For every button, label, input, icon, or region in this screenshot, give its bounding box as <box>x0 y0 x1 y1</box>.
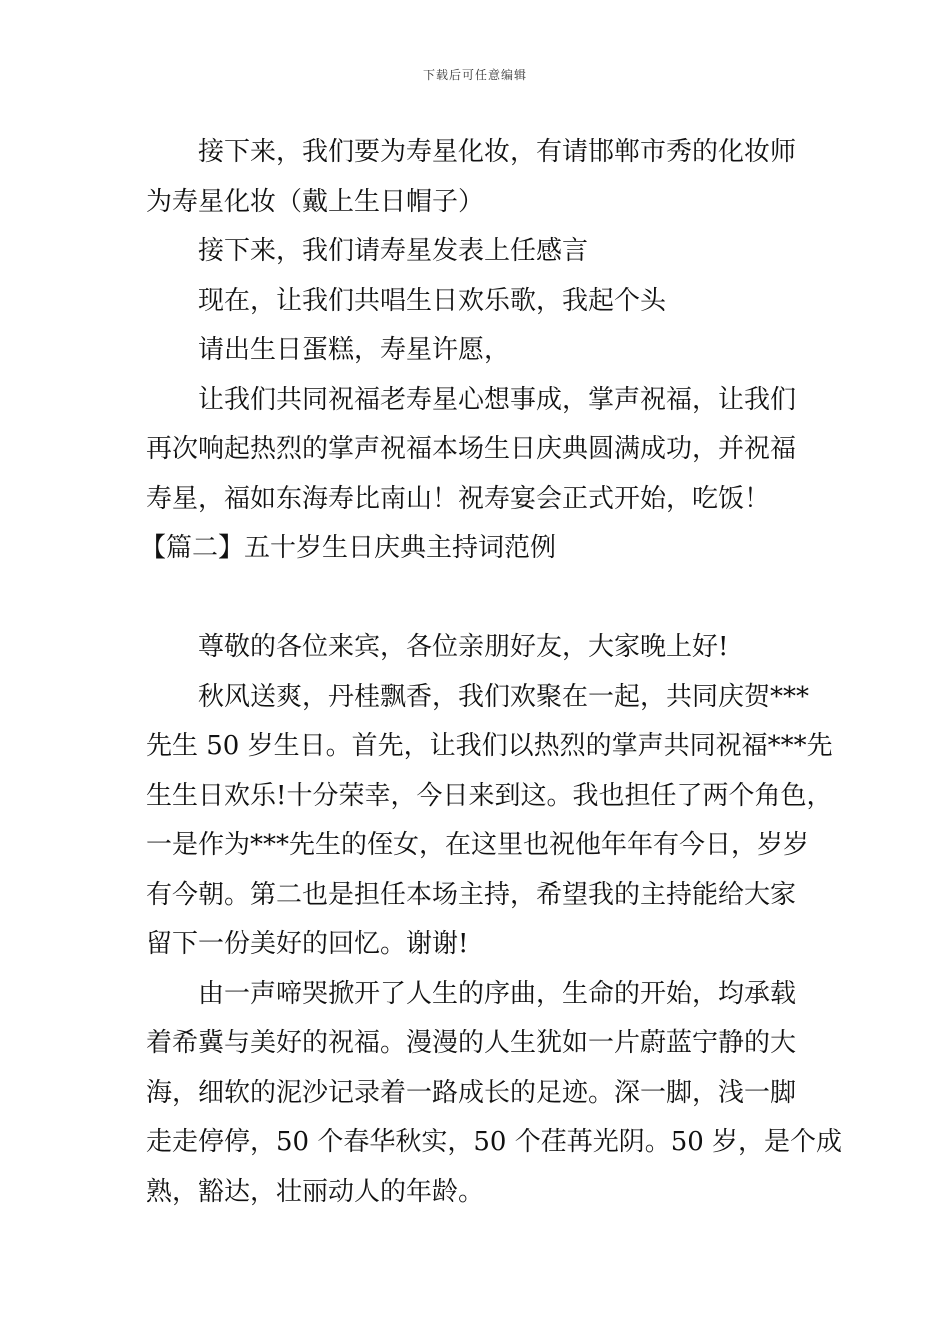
section-heading <box>140 524 816 574</box>
paragraph-line: 海，细软的泥沙记录着一路成长的足迹。深一脚，浅一脚 <box>146 1077 797 1108</box>
document-body <box>140 128 843 1217</box>
paragraph-cake <box>146 326 816 376</box>
paragraph-line: 先生 50 岁生日。首先，让我们以热烈的掌声共同祝福***先 <box>146 731 833 761</box>
paragraph-line: 秋风送爽，丹桂飘香，我们欢聚在一起，共同庆贺*** <box>198 681 810 712</box>
paragraph-life <box>146 970 843 1218</box>
page-header: 下载后可任意编辑 <box>422 68 527 82</box>
paragraph-line: 着希冀与美好的祝福。漫漫的人生犹如一片蔚蓝宁静的大 <box>146 1028 797 1058</box>
blank-line <box>146 574 816 624</box>
paragraph-blessing <box>146 376 816 525</box>
paragraph-song <box>146 277 816 327</box>
paragraph-line: 走走停停，50 个春华秋实，50 个荏苒光阴。50 岁，是个成 <box>146 1127 843 1157</box>
paragraph-makeup <box>146 128 816 227</box>
paragraph-line: 接下来，我们要为寿星化妆，有请邯郸市秀的化妆师 <box>198 137 797 167</box>
paragraph-line: 让我们共同祝福老寿星心想事成，掌声祝福，让我们 <box>198 384 797 415</box>
paragraph-line: 接下来，我们请寿星发表上任感言 <box>198 236 589 266</box>
paragraph-speech <box>146 227 816 277</box>
paragraph-line: 现在，让我们共唱生日欢乐歌，我起个头 <box>198 285 667 316</box>
paragraph-line: 寿星，福如东海寿比南山！祝寿宴会正式开始，吃饭！ <box>146 483 771 514</box>
paragraph-line: 生生日欢乐!十分荣幸，今日来到这。我也担任了两个角色， <box>146 780 833 811</box>
paragraph-line: 尊敬的各位来宾，各位亲朋好友，大家晚上好! <box>198 632 729 662</box>
paragraph-line: 熟，豁达，壮丽动人的年龄。 <box>146 1176 485 1207</box>
paragraph-line: 再次响起热烈的掌声祝福本场生日庆典圆满成功，并祝福 <box>146 434 797 464</box>
section-heading-text: 【篇二】五十岁生日庆典主持词范例 <box>140 533 557 563</box>
paragraph-line: 留下一份美好的回忆。谢谢! <box>146 929 469 959</box>
paragraph-line: 为寿星化妆（戴上生日帽子） <box>146 186 485 217</box>
paragraph-greeting <box>146 623 816 673</box>
paragraph-autumn <box>146 673 833 970</box>
paragraph-line: 请出生日蛋糕，寿星许愿， <box>198 335 511 365</box>
paragraph-line: 由一声啼哭掀开了人生的序曲，生命的开始，均承载 <box>198 978 797 1009</box>
paragraph-line: 一是作为***先生的侄女，在这里也祝他年年有今日，岁岁 <box>146 830 810 860</box>
paragraph-line: 有今朝。第二也是担任本场主持，希望我的主持能给大家 <box>146 879 797 910</box>
